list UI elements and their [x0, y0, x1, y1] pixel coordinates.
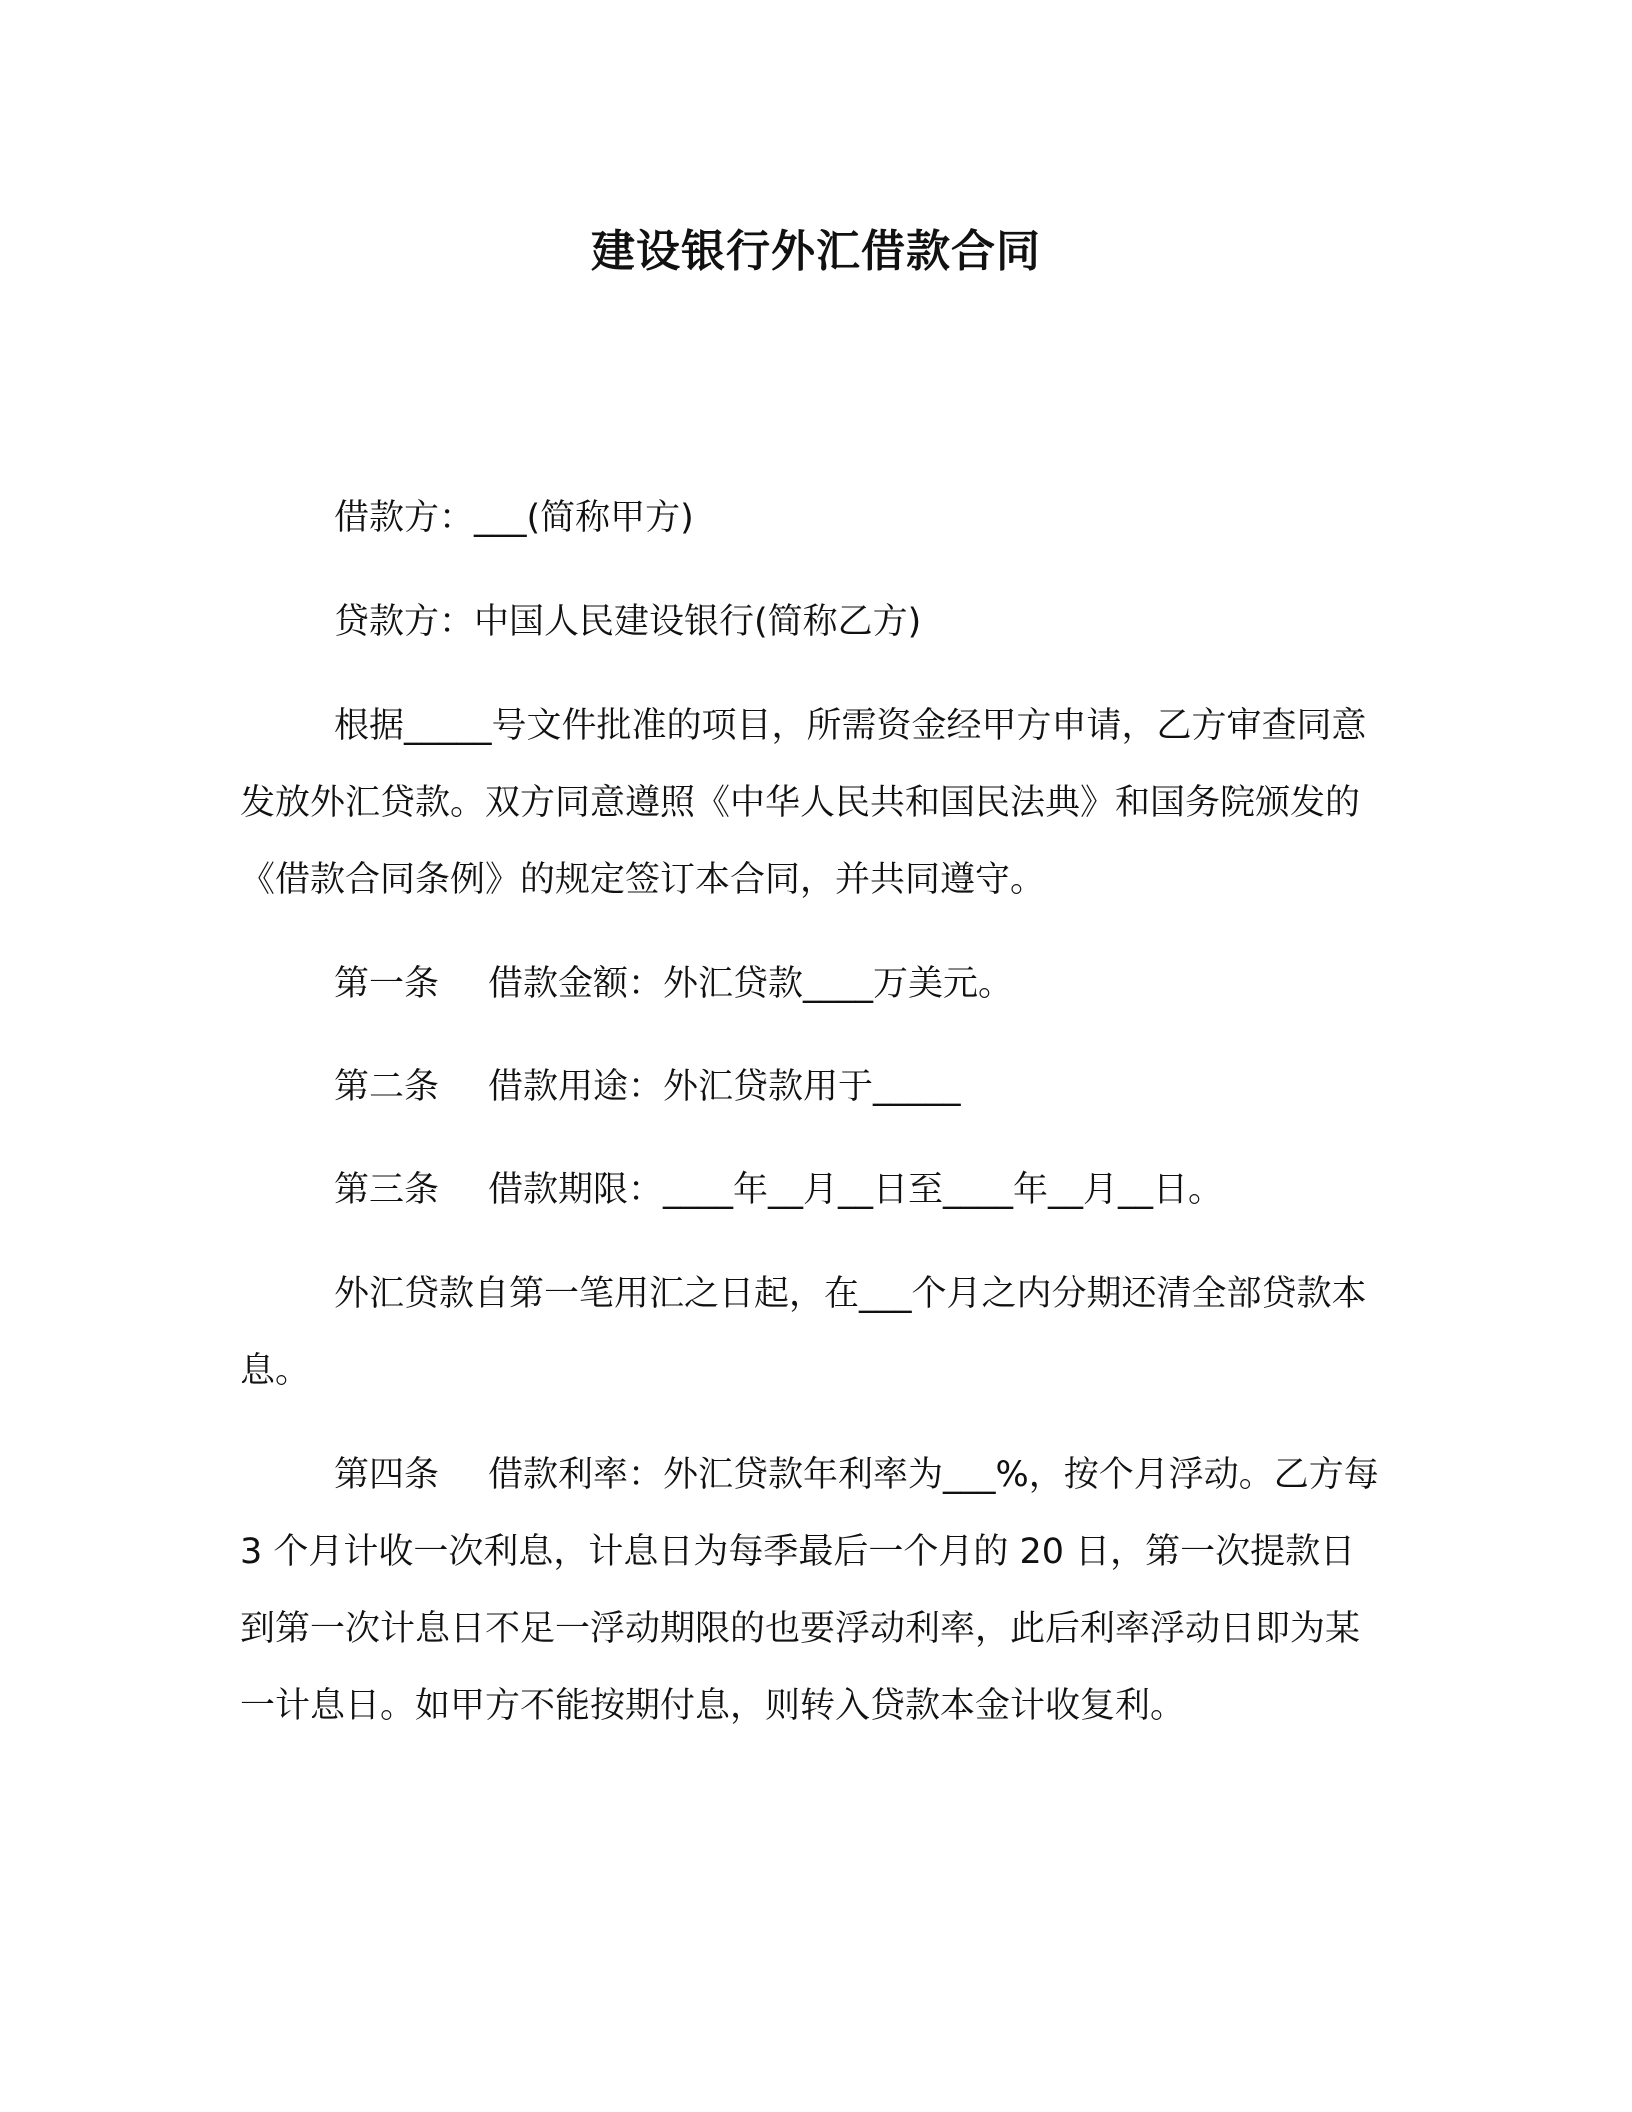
repayment-paragraph: 外汇贷款自第一笔用汇之日起，在___个月之内分期还清全部贷款本息。: [240, 1274, 1367, 1391]
article-1-text: 借款金额：外汇贷款____万美元。: [488, 964, 1014, 1004]
article-4: [240, 1437, 1390, 1745]
article-4-number: 第四条: [334, 1455, 440, 1495]
preamble-paragraph: 根据_____号文件批准的项目，所需资金经甲方申请，乙方审查同意发放外汇贷款。双方同意遵照《中华人民共和国民法典》和国务院颁发的《借款合同条例》的规定签订本合同，并共同遵守。: [240, 706, 1367, 900]
article-1: [240, 946, 1390, 1023]
article-3-text: 借款期限：____年__月__日至____年__月__日。: [488, 1170, 1224, 1210]
article-2-number: 第二条: [334, 1067, 440, 1107]
document-title: 建设银行外汇借款合同: [591, 226, 1041, 277]
article-3-number: 第三条: [334, 1170, 440, 1210]
lender-line: 贷款方：中国人民建设银行(简称乙方): [334, 602, 922, 642]
article-1-number: 第一条: [334, 964, 440, 1004]
borrower-line: 借款方：___(简称甲方): [334, 498, 694, 538]
article-4-text: 借款利率：外汇贷款年利率为___%，按个月浮动。乙方每 3 个月计收一次利息，计息日为每季最后一个月的 20 日，第一次提款日到第一次计息日不足一浮动期限的也要浮动利率，此后利率浮动日即为某一计息日。如甲方不能按期付息，则转入贷款本金计收复利。: [240, 1455, 1379, 1726]
article-2: [240, 1049, 1390, 1126]
article-3: [240, 1152, 1390, 1229]
article-2-text: 借款用途：外汇贷款用于_____: [488, 1067, 961, 1107]
